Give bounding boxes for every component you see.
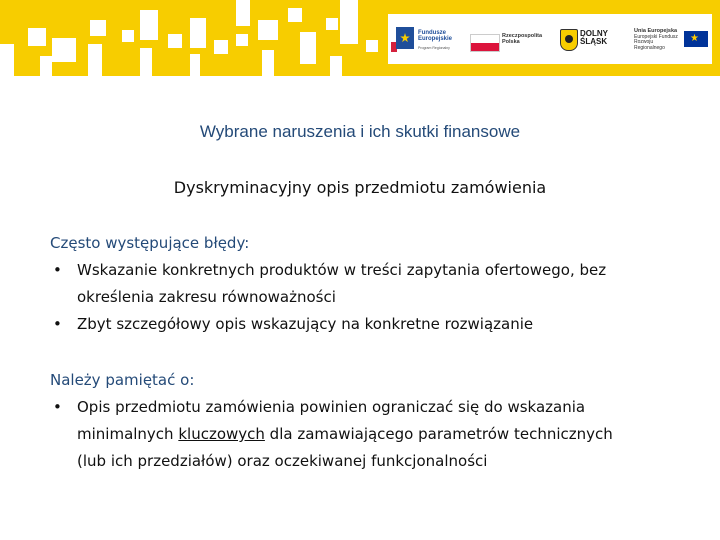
- list-item-text: Wskazanie konkretnych produktów w treści zapytania ofertowego, bez: [77, 261, 607, 279]
- decorative-square: [140, 10, 158, 40]
- section-heading: Często występujące błędy:: [50, 234, 250, 252]
- bullet-icon: •: [53, 261, 62, 279]
- decorative-square: [168, 34, 182, 48]
- fe-logo-text: Fundusze Europejskie: [418, 30, 453, 42]
- list-item: [50, 257, 690, 311]
- decorative-square: [28, 28, 46, 46]
- decorative-square: [236, 0, 250, 26]
- decorative-square: [190, 54, 200, 76]
- ue-logo-subtitle: Europejski Fundusz Rozwoju Regionalnego: [634, 33, 678, 51]
- list-item-text: Zbyt szczegółowy opis wskazujący na konkretne rozwiązanie: [77, 315, 534, 333]
- underlined-word: kluczowych: [178, 425, 265, 443]
- list-item: [50, 311, 690, 338]
- decorative-square: [236, 34, 248, 46]
- decorative-square: [88, 44, 102, 76]
- decorative-square: [330, 56, 342, 76]
- decorative-square: [140, 48, 152, 76]
- logo-strip: [388, 14, 712, 64]
- header-banner: [0, 0, 720, 76]
- slide-subtitle: Dyskryminacyjny opis przedmiotu zamówienia: [173, 178, 547, 197]
- decorative-square: [262, 50, 274, 76]
- decorative-square: [90, 20, 106, 36]
- decorative-square: [214, 40, 228, 54]
- text-fragment: minimalnych: [77, 425, 179, 443]
- bullet-icon: •: [53, 398, 62, 416]
- section-heading: Należy pamiętać o:: [50, 371, 195, 389]
- decorative-square: [258, 20, 278, 40]
- ds-logo-text: DOLNY ŚLĄSK: [580, 29, 608, 46]
- fe-logo-subtext: Program Regionalny: [418, 46, 450, 50]
- slide-title: Wybrane naruszenia i ich skutki finansowe: [199, 122, 521, 141]
- list-item-text: (lub ich przedziałów) oraz oczekiwanej funkcjonalności: [77, 452, 488, 470]
- decorative-square: [190, 18, 206, 48]
- decorative-square: [366, 40, 378, 52]
- list-item-text: Opis przedmiotu zamówienia powinien ograniczać się do wskazania: [77, 398, 586, 416]
- decorative-square: [40, 56, 52, 76]
- ue-logo-title: Unia Europejska: [634, 28, 678, 34]
- pl-logo-text: Rzeczpospolita Polska: [502, 33, 543, 45]
- decorative-square: [0, 44, 14, 76]
- unia-europejska-logo: [388, 14, 712, 64]
- ue-logo-text: [634, 29, 682, 51]
- section-remember: [50, 367, 690, 475]
- decorative-square: [326, 18, 338, 30]
- list-item-text: [77, 421, 690, 448]
- section-common-errors: [50, 230, 690, 338]
- list-item-text: określenia zakresu równoważności: [77, 288, 336, 306]
- eu-flag-icon: [684, 31, 708, 47]
- bullet-icon: •: [53, 315, 62, 333]
- decorative-square: [300, 32, 316, 64]
- decorative-square: [122, 30, 134, 42]
- decorative-square: [288, 8, 302, 22]
- list-item: [50, 394, 690, 475]
- decorative-square: [52, 38, 76, 62]
- decorative-square: [340, 0, 358, 44]
- text-fragment: dla zamawiającego parametrów technicznych: [264, 425, 613, 443]
